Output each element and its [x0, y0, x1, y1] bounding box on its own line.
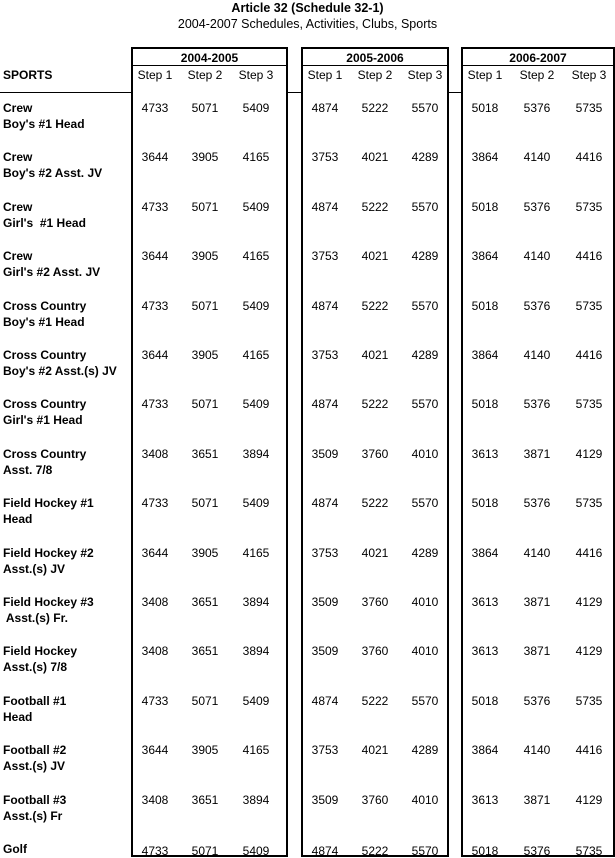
- sport-name-line1: Cross Country: [3, 348, 87, 362]
- salary-cell: 5018: [471, 199, 499, 214]
- salary-cell: 5222: [361, 496, 389, 511]
- salary-cell: 5735: [575, 693, 603, 708]
- salary-cell: 3408: [141, 446, 169, 461]
- salary-cell: 4021: [361, 249, 389, 264]
- salary-cell: 4874: [311, 101, 339, 115]
- salary-cell: 5018: [471, 397, 499, 412]
- salary-cell: 3760: [361, 595, 389, 609]
- sport-name-line1: Crew: [3, 150, 33, 165]
- salary-cell: 3753: [311, 249, 339, 264]
- salary-cell: 5071: [191, 693, 219, 708]
- salary-cell: 3613: [471, 792, 499, 807]
- salary-cell: 5570: [411, 101, 439, 115]
- salary-cell: 3509: [311, 446, 339, 461]
- salary-cell: 5376: [523, 298, 551, 313]
- sport-name: [3, 149, 133, 181]
- sport-name-line1: Crew: [3, 199, 33, 214]
- salary-cell: 3905: [191, 545, 219, 560]
- sport-name-line2: Head: [3, 709, 33, 724]
- header-rule: [288, 92, 301, 93]
- salary-cell: 3408: [141, 792, 169, 807]
- salary-cell: 5570: [411, 693, 439, 708]
- sport-name-line2: Asst.(s) Fr: [3, 808, 63, 823]
- salary-cell: 4874: [311, 496, 339, 511]
- salary-cell: 3760: [361, 446, 389, 461]
- salary-cell: 5376: [523, 693, 551, 708]
- salary-cell: 5735: [575, 199, 603, 214]
- salary-cell: 4165: [242, 743, 270, 758]
- salary-cell: 4874: [311, 844, 339, 858]
- salary-cell: 5071: [191, 101, 219, 115]
- salary-cell: 5735: [575, 101, 603, 115]
- period-label: 2004-2005: [180, 51, 239, 65]
- sport-name-line2: Head: [3, 512, 33, 527]
- salary-cell: 5071: [191, 844, 219, 858]
- salary-cell: 3864: [471, 150, 499, 165]
- salary-cell: 3894: [242, 792, 270, 807]
- salary-cell: 5018: [471, 496, 499, 511]
- salary-cell: 4733: [141, 199, 169, 214]
- salary-cell: 4416: [575, 348, 603, 362]
- salary-cell: 4140: [523, 743, 551, 758]
- salary-cell: 5222: [361, 199, 389, 214]
- salary-cell: 5071: [191, 397, 219, 412]
- salary-cell: 4289: [411, 348, 439, 362]
- salary-cell: 3864: [471, 545, 499, 560]
- salary-cell: 3894: [242, 595, 270, 609]
- salary-cell: 5376: [523, 496, 551, 511]
- sports-column-header: SPORTS: [3, 68, 53, 82]
- salary-cell: 5735: [575, 298, 603, 313]
- salary-cell: 5409: [242, 298, 270, 313]
- sport-name-line2: Girl's #1 Head: [3, 215, 86, 230]
- salary-cell: 4010: [411, 446, 439, 461]
- salary-cell: 3753: [311, 743, 339, 758]
- step-header: Step 3: [407, 68, 443, 82]
- salary-cell: 3644: [141, 545, 169, 560]
- salary-cell: 3905: [191, 348, 219, 362]
- salary-cell: 5570: [411, 199, 439, 214]
- sport-name-line2: Asst. 7/8: [3, 462, 53, 477]
- step-header: Step 3: [571, 68, 607, 82]
- salary-cell: 5735: [575, 844, 603, 858]
- step-header: Step 1: [307, 68, 343, 82]
- sport-name: [3, 792, 133, 824]
- sport-name-line1: Crew: [3, 101, 33, 115]
- salary-cell: 4733: [141, 693, 169, 708]
- sport-name-line1: Football #1: [3, 693, 67, 708]
- sport-name: [3, 347, 133, 379]
- salary-cell: 3408: [141, 595, 169, 609]
- page-title: Article 32 (Schedule 32-1): [231, 1, 384, 15]
- salary-cell: 5018: [471, 298, 499, 313]
- sport-name: [3, 742, 133, 774]
- salary-cell: 5222: [361, 397, 389, 412]
- salary-cell: 3644: [141, 743, 169, 758]
- sport-name-line1: Crew: [3, 249, 33, 264]
- sport-name: [3, 495, 133, 527]
- salary-cell: 5071: [191, 496, 219, 511]
- salary-cell: 4289: [411, 743, 439, 758]
- salary-cell: 3651: [191, 595, 219, 609]
- salary-cell: 4165: [242, 249, 270, 264]
- salary-cell: 3864: [471, 249, 499, 264]
- salary-cell: 5376: [523, 199, 551, 214]
- step-header: Step 2: [519, 68, 555, 82]
- salary-cell: 5409: [242, 101, 270, 115]
- salary-cell: 4874: [311, 693, 339, 708]
- salary-cell: 4021: [361, 348, 389, 362]
- salary-cell: 4140: [523, 545, 551, 560]
- salary-cell: 5222: [361, 101, 389, 115]
- salary-cell: 4416: [575, 545, 603, 560]
- salary-cell: 4733: [141, 496, 169, 511]
- salary-cell: 5071: [191, 199, 219, 214]
- salary-cell: 3509: [311, 644, 339, 659]
- salary-cell: 5409: [242, 496, 270, 511]
- sport-name: [3, 594, 133, 626]
- period-label: 2006-2007: [509, 51, 567, 65]
- sport-name-line2: Boy's #1 Head: [3, 314, 85, 329]
- salary-cell: 4010: [411, 792, 439, 807]
- sport-name: [3, 199, 133, 231]
- salary-cell: 3864: [471, 348, 499, 362]
- salary-cell: 4140: [523, 150, 551, 165]
- salary-cell: 3613: [471, 446, 499, 461]
- salary-cell: 4140: [523, 249, 551, 264]
- sport-name-line1: Field Hockey #1: [3, 496, 94, 511]
- salary-cell: 4165: [242, 348, 270, 362]
- salary-cell: 3651: [191, 446, 219, 461]
- salary-cell: 5735: [575, 496, 603, 511]
- sport-name-line1: Field Hockey #3: [3, 595, 94, 609]
- sport-name-line1: Cross Country: [3, 298, 87, 313]
- period-label: 2005-2006: [346, 51, 404, 65]
- sport-name-line1: Field Hockey #2: [3, 545, 94, 560]
- salary-cell: 3864: [471, 743, 499, 758]
- salary-cell: 5018: [471, 693, 499, 708]
- sport-name-line1: Cross Country: [3, 397, 87, 412]
- salary-cell: 5018: [471, 101, 499, 115]
- salary-cell: 4733: [141, 298, 169, 313]
- salary-cell: 3871: [523, 792, 551, 807]
- salary-cell: 3753: [311, 348, 339, 362]
- salary-cell: 3760: [361, 644, 389, 659]
- salary-cell: 5570: [411, 844, 439, 858]
- salary-cell: 3644: [141, 348, 169, 362]
- sport-name-line1: Football #3: [3, 792, 67, 807]
- salary-cell: 3871: [523, 446, 551, 461]
- period-underline: [133, 65, 286, 66]
- salary-cell: 3408: [141, 644, 169, 659]
- salary-cell: 5222: [361, 693, 389, 708]
- salary-cell: 3905: [191, 249, 219, 264]
- salary-cell: 5071: [191, 298, 219, 313]
- sport-name-line2: Boy's #2 Asst. JV: [3, 166, 103, 181]
- salary-cell: 4289: [411, 150, 439, 165]
- step-header: Step 2: [357, 68, 393, 82]
- salary-cell: 3871: [523, 595, 551, 609]
- salary-cell: 3651: [191, 644, 219, 659]
- sport-name: [3, 100, 133, 132]
- salary-cell: 4021: [361, 150, 389, 165]
- salary-cell: 4129: [575, 446, 603, 461]
- salary-cell: 4416: [575, 150, 603, 165]
- sport-name: [3, 841, 133, 857]
- salary-cell: 3644: [141, 150, 169, 165]
- salary-cell: 4129: [575, 792, 603, 807]
- salary-cell: 5409: [242, 199, 270, 214]
- sport-name-line2: Asst.(s) JV: [3, 561, 66, 576]
- sport-name-line2: Asst.(s) Fr.: [3, 611, 68, 625]
- salary-cell: 4874: [311, 298, 339, 313]
- sport-name-line1: Football #2: [3, 743, 67, 758]
- salary-cell: 4165: [242, 545, 270, 560]
- salary-cell: 5376: [523, 844, 551, 858]
- salary-cell: 4010: [411, 644, 439, 659]
- header-rule: [449, 92, 461, 93]
- salary-cell: 4129: [575, 644, 603, 659]
- salary-cell: 3753: [311, 545, 339, 560]
- sport-name-line2: Asst.(s) JV: [3, 759, 66, 774]
- salary-cell: 5735: [575, 397, 603, 412]
- salary-cell: 4010: [411, 595, 439, 609]
- salary-cell: 5570: [411, 496, 439, 511]
- salary-cell: 3760: [361, 792, 389, 807]
- salary-cell: 4733: [141, 844, 169, 858]
- salary-cell: 4733: [141, 397, 169, 412]
- salary-cell: 3644: [141, 249, 169, 264]
- salary-cell: 4140: [523, 348, 551, 362]
- salary-cell: 5222: [361, 844, 389, 858]
- sport-name-line2: Girl's #2 Asst. JV: [3, 265, 101, 280]
- salary-cell: 3651: [191, 792, 219, 807]
- salary-cell: 4874: [311, 199, 339, 214]
- salary-cell: 4416: [575, 249, 603, 264]
- salary-cell: 3871: [523, 644, 551, 659]
- salary-cell: 5376: [523, 101, 551, 115]
- sport-name: [3, 446, 133, 478]
- sport-name-line1: Cross Country: [3, 446, 87, 461]
- salary-cell: 3613: [471, 595, 499, 609]
- salary-cell: 4874: [311, 397, 339, 412]
- salary-cell: 3753: [311, 150, 339, 165]
- step-header: Step 1: [467, 68, 503, 82]
- sport-name: [3, 643, 133, 675]
- salary-cell: 4021: [361, 545, 389, 560]
- sport-name-line2: Boy's #2 Asst.(s) JV: [3, 364, 117, 378]
- salary-cell: 5570: [411, 298, 439, 313]
- sport-name: [3, 248, 133, 280]
- step-header: Step 2: [187, 68, 223, 82]
- period-underline: [303, 65, 447, 66]
- salary-cell: 3894: [242, 644, 270, 659]
- sport-name-line2: Girl's #1 Head: [3, 413, 83, 428]
- sport-name-line2: Boy's #1 Head: [3, 117, 85, 131]
- salary-cell: 5409: [242, 693, 270, 708]
- page-subtitle: 2004-2007 Schedules, Activities, Clubs, Sports: [177, 17, 438, 31]
- sport-name-line1: Golf: [3, 842, 27, 856]
- salary-cell: 4289: [411, 249, 439, 264]
- salary-cell: 4733: [141, 101, 169, 115]
- salary-cell: 3509: [311, 792, 339, 807]
- salary-cell: 5018: [471, 844, 499, 858]
- step-header: Step 3: [238, 68, 274, 82]
- header-rule: [0, 92, 131, 93]
- salary-cell: 5409: [242, 397, 270, 412]
- salary-cell: 5570: [411, 397, 439, 412]
- sport-name-line2: Asst.(s) 7/8: [3, 660, 68, 675]
- salary-cell: 4021: [361, 743, 389, 758]
- salary-cell: 3613: [471, 644, 499, 659]
- salary-cell: 4289: [411, 545, 439, 560]
- step-header: Step 1: [137, 68, 173, 82]
- sport-name: [3, 545, 133, 577]
- salary-cell: 5376: [523, 397, 551, 412]
- period-underline: [463, 65, 613, 66]
- sport-name: [3, 693, 133, 725]
- sport-name: [3, 396, 133, 428]
- sport-name: [3, 298, 133, 330]
- salary-cell: 4165: [242, 150, 270, 165]
- salary-cell: 4416: [575, 743, 603, 758]
- salary-cell: 3905: [191, 150, 219, 165]
- salary-cell: 5222: [361, 298, 389, 313]
- salary-cell: 3894: [242, 446, 270, 461]
- salary-cell: 3509: [311, 595, 339, 609]
- sport-name-line1: Field Hockey: [3, 644, 78, 659]
- salary-cell: 3905: [191, 743, 219, 758]
- salary-cell: 5409: [242, 844, 270, 858]
- salary-cell: 4129: [575, 595, 603, 609]
